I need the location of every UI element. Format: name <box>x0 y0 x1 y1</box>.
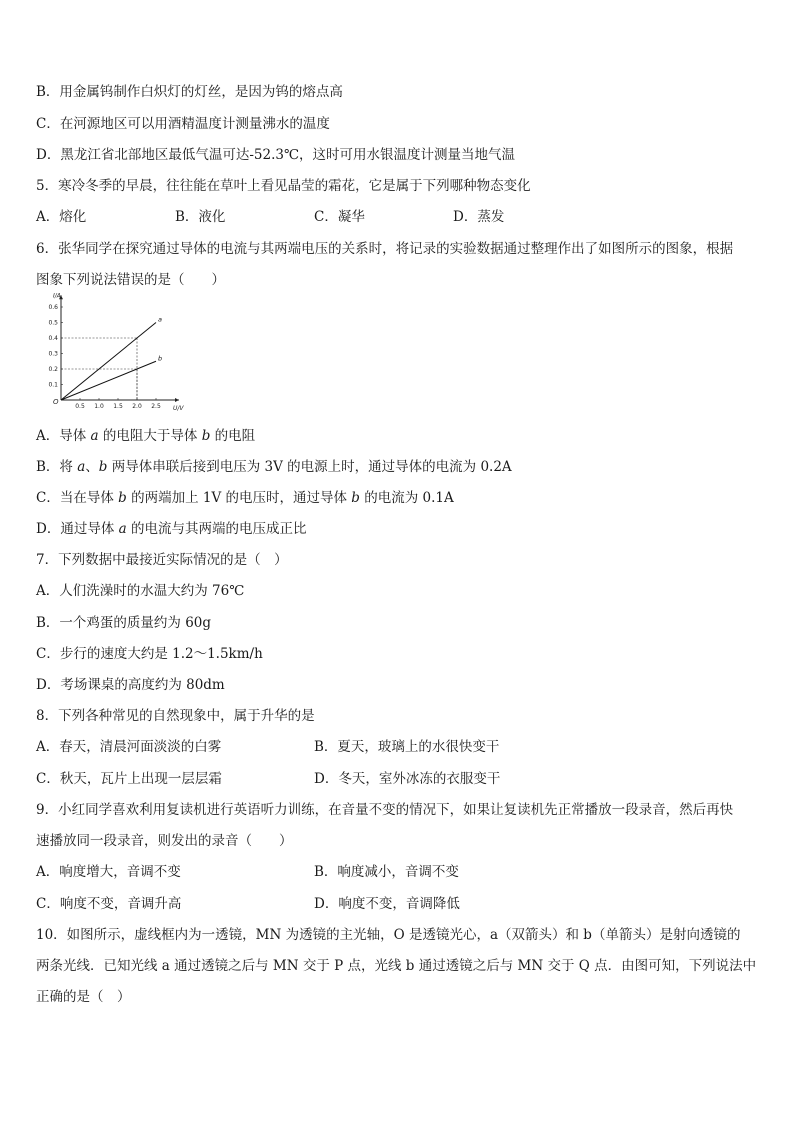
q7-stem: 7．下列数据中最接近实际情况的是（ ） <box>36 552 288 568</box>
q4-option-b: B．用金属钨制作白炽灯的灯丝，是因为钨的熔点高 <box>36 84 343 100</box>
q6d-pre: D．通过导体 <box>36 521 119 537</box>
q5-option-c: C．凝华 <box>314 209 365 225</box>
q6a-var2: b <box>201 428 211 444</box>
q6d-var1: a <box>118 521 127 537</box>
q6c-var2: b <box>351 490 360 506</box>
q9-stem-line1: 9．小红同学喜欢利用复读机进行英语听力训练，在音量不变的情况下，如果让复读机先正常播放一段录音，然后再快 <box>36 802 734 818</box>
x-tick-label: 2.5 <box>151 403 161 410</box>
q9-option-a: A．响度增大，音调不变 <box>36 864 181 880</box>
q6b-var1: a <box>77 459 86 475</box>
q6c-mid: 的两端加上 1V 的电压时，通过导体 <box>126 490 352 506</box>
q6a-mid: 的电阻大于导体 <box>98 428 202 444</box>
q10-stem-line2: 两条光线．已知光线 a 通过透镜之后与 MN 交于 P 点，光线 b 通过透镜之后与 MN 交于 Q 点．由图可知，下列说法中 <box>36 958 757 974</box>
y-tick-label: 0.2 <box>48 366 58 373</box>
origin-label: O <box>53 398 59 406</box>
q10-stem-line3: 正确的是（ ） <box>36 989 131 1005</box>
q5-stem: 5．寒冷冬季的早晨，往往能在草叶上看见晶莹的霜花，它是属于下列哪种物态变化 <box>36 178 531 194</box>
y-tick-label: 0.4 <box>48 335 58 342</box>
iu-graph <box>36 292 196 412</box>
q6b-var2: b <box>98 459 108 475</box>
series-line-b <box>61 361 156 400</box>
q6c-pre: C．当在导体 <box>36 490 119 506</box>
q6-stem-line1: 6．张华同学在探究通过导体的电流与其两端电压的关系时，将记录的实验数据通过整理作出了如图所示的图象，根据 <box>36 241 734 257</box>
q9-stem-line2: 速播放同一段录音，则发出的录音（ ） <box>36 833 293 849</box>
q6-option-a <box>36 427 255 445</box>
q8-option-c: C．秋天，瓦片上出现一层层霜 <box>36 771 222 787</box>
q7-option-b: B．一个鸡蛋的质量约为 60g <box>36 615 212 631</box>
x-tick-label: 2.0 <box>132 403 142 410</box>
q4-option-d: D．黑龙江省北部地区最低气温可达-52.3℃，这时可用水银温度计测量当地气温 <box>36 147 516 163</box>
q9-option-d: D．响度不变，音调降低 <box>314 896 460 912</box>
y-axis-label: I/A <box>53 292 61 300</box>
x-axis-arrow <box>175 398 179 402</box>
y-tick-label: 0.6 <box>48 304 58 311</box>
q6b-mid: 、 <box>85 459 99 475</box>
q4-option-c: C．在河源地区可以用酒精温度计测量沸水的温度 <box>36 116 330 132</box>
q6a-var1: a <box>90 428 99 444</box>
q5-option-a: A．熔化 <box>36 209 87 225</box>
q6-option-b <box>36 458 512 476</box>
y-tick-label: 0.3 <box>48 350 58 358</box>
q6a-post: 的电阻 <box>210 428 256 444</box>
series-label-a: a <box>158 315 162 324</box>
q6c-post: 的电流为 0.1A <box>359 490 454 506</box>
q7-option-a: A．人们洗澡时的水温大约为 76℃ <box>36 583 245 599</box>
q6d-post: 的电流与其两端的电压成正比 <box>126 521 307 537</box>
q8-option-d: D．冬天，室外冰冻的衣服变干 <box>314 771 501 787</box>
q5-option-d: D．蒸发 <box>453 209 505 225</box>
q6b-post: 两导体串联后接到电压为 3V 的电源上时，通过导体的电流为 0.2A <box>107 459 512 475</box>
x-tick-label: 1.0 <box>94 403 104 410</box>
q9-option-c: C．响度不变，音调升高 <box>36 896 182 912</box>
x-tick-label: 1.5 <box>113 403 123 410</box>
y-tick-label: 0.5 <box>48 319 58 327</box>
q6-option-d <box>36 520 306 538</box>
q6b-pre: B．将 <box>36 459 78 475</box>
q10-stem-line1: 10．如图所示，虚线框内为一透镜，MN 为透镜的主光轴，O 是透镜光心，a（双箭头）和 b（单箭头）是射向透镜的 <box>36 927 741 943</box>
q6-option-c <box>36 489 454 507</box>
q5-option-b: B．液化 <box>175 209 226 225</box>
q8-option-a: A．春天，清晨河面淡淡的白雾 <box>36 739 222 755</box>
q6c-var1: b <box>118 490 127 506</box>
series-label-b: b <box>158 354 163 363</box>
q8-stem: 8．下列各种常见的自然现象中，属于升华的是 <box>36 708 315 724</box>
q9-option-b: B．响度减小，音调不变 <box>314 864 459 880</box>
q7-option-d: D．考场课桌的高度约为 80dm <box>36 677 225 693</box>
x-axis-label: U/V <box>173 405 184 412</box>
q8-option-b: B．夏天，玻璃上的水很快变干 <box>314 739 500 755</box>
q6a-pre: A．导体 <box>36 428 91 444</box>
y-tick-label: 0.1 <box>48 381 58 389</box>
q7-option-c: C．步行的速度大约是 1.2～1.5km/h <box>36 646 263 662</box>
series-line-a <box>61 323 156 401</box>
x-tick-label: 0.5 <box>75 403 85 410</box>
q6-stem-line2: 图象下列说法错误的是（ ） <box>36 272 225 288</box>
